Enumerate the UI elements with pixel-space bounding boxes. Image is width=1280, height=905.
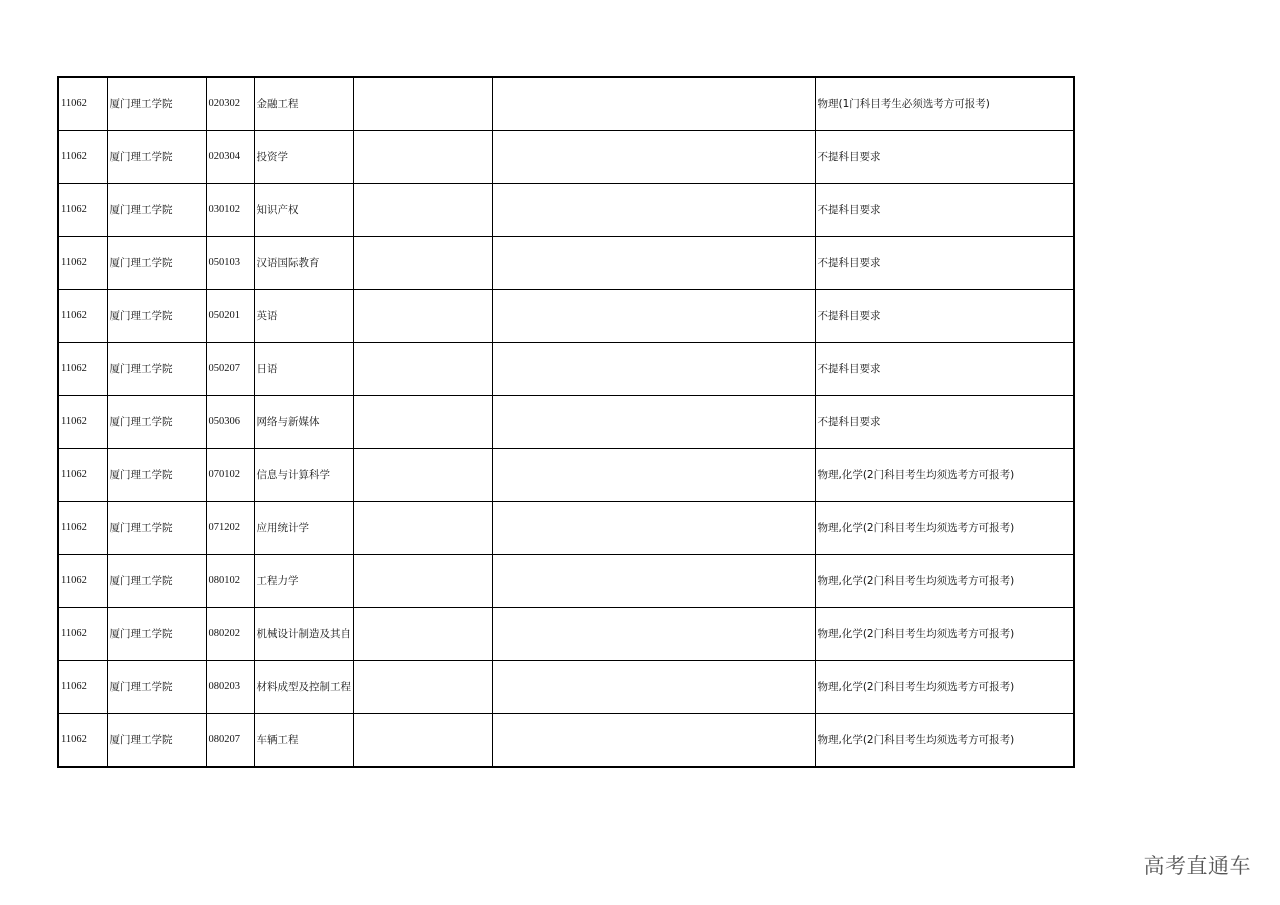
table-row <box>58 343 1074 396</box>
major-code-cell: 020304 <box>206 131 254 184</box>
subject-requirement-cell: 物理,化学(2门科目考生均须选考方可报考) <box>815 608 1074 661</box>
school-name-cell: 厦门理工学院 <box>107 555 206 608</box>
empty-cell <box>353 290 492 343</box>
table-row <box>58 608 1074 661</box>
table-body <box>58 77 1074 767</box>
empty-cell <box>353 131 492 184</box>
school-code-cell: 11062 <box>58 608 107 661</box>
table-row <box>58 502 1074 555</box>
school-code-cell: 11062 <box>58 449 107 502</box>
subject-requirement-table <box>57 76 1075 768</box>
school-name-cell: 厦门理工学院 <box>107 396 206 449</box>
subject-requirement-cell: 物理,化学(2门科目考生均须选考方可报考) <box>815 555 1074 608</box>
major-code-cell: 020302 <box>206 77 254 131</box>
major-name-cell: 投资学 <box>254 131 353 184</box>
school-code-cell: 11062 <box>58 131 107 184</box>
major-name-cell: 网络与新媒体 <box>254 396 353 449</box>
school-code-cell: 11062 <box>58 237 107 290</box>
school-name-cell: 厦门理工学院 <box>107 343 206 396</box>
empty-cell <box>353 184 492 237</box>
major-name-cell: 材料成型及控制工程 <box>254 661 353 714</box>
empty-cell <box>492 343 815 396</box>
major-code-cell: 071202 <box>206 502 254 555</box>
school-name-cell: 厦门理工学院 <box>107 608 206 661</box>
major-code-cell: 050201 <box>206 290 254 343</box>
table-row <box>58 396 1074 449</box>
empty-cell <box>492 661 815 714</box>
subject-requirement-cell: 不提科目要求 <box>815 237 1074 290</box>
empty-cell <box>353 77 492 131</box>
table-row <box>58 184 1074 237</box>
empty-cell <box>492 608 815 661</box>
empty-cell <box>353 343 492 396</box>
subject-requirement-cell: 物理,化学(2门科目考生均须选考方可报考) <box>815 502 1074 555</box>
major-name-cell: 金融工程 <box>254 77 353 131</box>
empty-cell <box>353 555 492 608</box>
major-name-cell: 日语 <box>254 343 353 396</box>
major-name-cell: 知识产权 <box>254 184 353 237</box>
school-name-cell: 厦门理工学院 <box>107 502 206 555</box>
table-row <box>58 237 1074 290</box>
school-name-cell: 厦门理工学院 <box>107 714 206 768</box>
subject-requirement-cell: 不提科目要求 <box>815 131 1074 184</box>
empty-cell <box>353 449 492 502</box>
major-code-cell: 050306 <box>206 396 254 449</box>
school-code-cell: 11062 <box>58 396 107 449</box>
school-code-cell: 11062 <box>58 184 107 237</box>
major-name-cell: 汉语国际教育 <box>254 237 353 290</box>
major-name-cell: 工程力学 <box>254 555 353 608</box>
subject-requirement-cell: 不提科目要求 <box>815 290 1074 343</box>
empty-cell <box>492 502 815 555</box>
table-row <box>58 714 1074 768</box>
school-code-cell: 11062 <box>58 77 107 131</box>
empty-cell <box>353 237 492 290</box>
table-row <box>58 449 1074 502</box>
school-name-cell: 厦门理工学院 <box>107 661 206 714</box>
school-code-cell: 11062 <box>58 502 107 555</box>
major-name-cell: 机械设计制造及其自 <box>254 608 353 661</box>
major-code-cell: 080202 <box>206 608 254 661</box>
major-code-cell: 070102 <box>206 449 254 502</box>
major-code-cell: 080207 <box>206 714 254 768</box>
school-code-cell: 11062 <box>58 714 107 768</box>
empty-cell <box>492 396 815 449</box>
school-code-cell: 11062 <box>58 555 107 608</box>
empty-cell <box>353 714 492 768</box>
subject-requirement-cell: 不提科目要求 <box>815 184 1074 237</box>
major-name-cell: 信息与计算科学 <box>254 449 353 502</box>
empty-cell <box>353 608 492 661</box>
major-code-cell: 030102 <box>206 184 254 237</box>
empty-cell <box>492 290 815 343</box>
school-name-cell: 厦门理工学院 <box>107 237 206 290</box>
major-code-cell: 050207 <box>206 343 254 396</box>
school-name-cell: 厦门理工学院 <box>107 77 206 131</box>
empty-cell <box>492 131 815 184</box>
empty-cell <box>492 77 815 131</box>
school-name-cell: 厦门理工学院 <box>107 184 206 237</box>
table-row <box>58 290 1074 343</box>
subject-requirement-cell: 物理,化学(2门科目考生均须选考方可报考) <box>815 714 1074 768</box>
major-name-cell: 车辆工程 <box>254 714 353 768</box>
school-name-cell: 厦门理工学院 <box>107 131 206 184</box>
empty-cell <box>492 555 815 608</box>
school-name-cell: 厦门理工学院 <box>107 449 206 502</box>
school-name-cell: 厦门理工学院 <box>107 290 206 343</box>
school-code-cell: 11062 <box>58 343 107 396</box>
table-row <box>58 555 1074 608</box>
major-code-cell: 080102 <box>206 555 254 608</box>
major-name-cell: 应用统计学 <box>254 502 353 555</box>
subject-requirement-cell: 物理,化学(2门科目考生均须选考方可报考) <box>815 449 1074 502</box>
empty-cell <box>353 502 492 555</box>
watermark-text: 高考直通车 <box>1143 854 1251 878</box>
table-row <box>58 661 1074 714</box>
empty-cell <box>492 184 815 237</box>
major-code-cell: 080203 <box>206 661 254 714</box>
empty-cell <box>492 714 815 768</box>
major-code-cell: 050103 <box>206 237 254 290</box>
subject-requirement-cell: 不提科目要求 <box>815 396 1074 449</box>
empty-cell <box>353 396 492 449</box>
major-name-cell: 英语 <box>254 290 353 343</box>
school-code-cell: 11062 <box>58 661 107 714</box>
empty-cell <box>492 449 815 502</box>
subject-requirement-cell: 物理(1门科目考生必须选考方可报考) <box>815 77 1074 131</box>
table-row <box>58 131 1074 184</box>
table-row <box>58 77 1074 131</box>
subject-requirement-cell: 物理,化学(2门科目考生均须选考方可报考) <box>815 661 1074 714</box>
subject-requirement-cell: 不提科目要求 <box>815 343 1074 396</box>
school-code-cell: 11062 <box>58 290 107 343</box>
empty-cell <box>492 237 815 290</box>
empty-cell <box>353 661 492 714</box>
